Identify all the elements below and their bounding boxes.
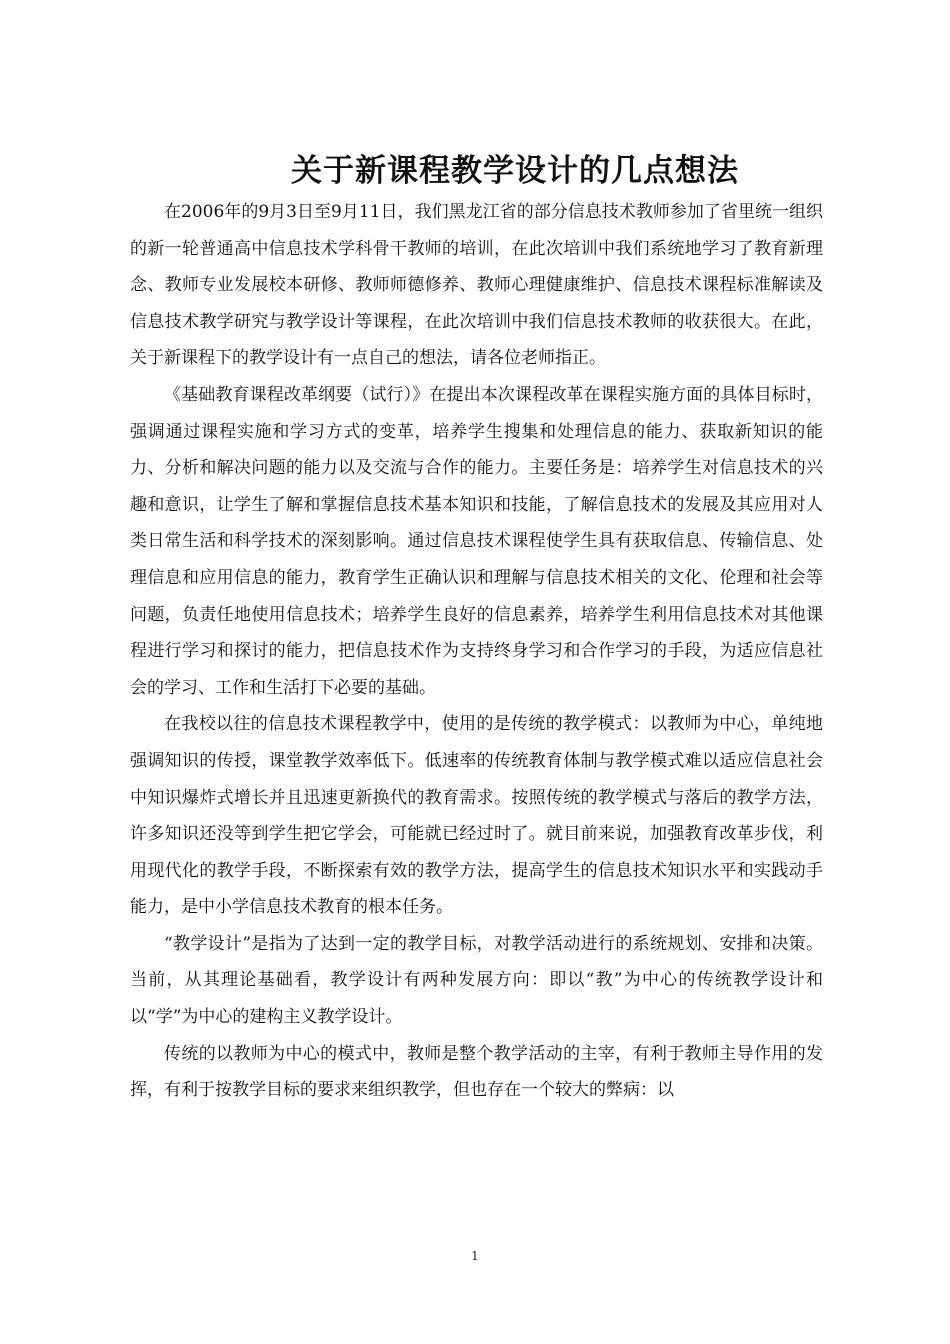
- paragraph-teacher-centered: 传统的以教师为中心的模式中，教师是整个教学活动的主宰，有利于教师主导作用的发挥，有利于按教学目标的要求来组织教学，但也存在一个较大的弊病：以: [130, 1043, 823, 1101]
- paragraph-traditional-teaching: 在我校以往的信息技术课程教学中，使用的是传统的教学模式：以教师为中心，单纯地强调知识的传授，课堂教学效率低下。低速率的传统教育体制与教学模式难以适应信息社会中知识爆炸式增长并且迅速更新换代的教育需求。按照传统的教学模式与落后的教学方法，许多知识还没等到学生把它学会，可能就已经过时了。就目前来说，加强教育改革步伐，利用现代化的教学手段，不断探索有效的教学方法，提高学生的信息技术知识水平和实践动手能力，是中小学信息技术教育的根本任务。: [130, 714, 823, 918]
- paragraph-intro: 在2006年的9月3日至9月11日，我们黑龙江省的部分信息技术教师参加了省里统一组织的新一轮普通高中信息技术学科骨干教师的培训，在此次培训中我们系统地学习了教育新理念、教师专业发展校本研修、教师师德修养、教师心理健康维护、信息技术课程标准解读及信息技术教学研究与教学设计等课程，在此次培训中我们信息技术教师的收获很大。在此，关于新课程下的教学设计有一点自己的想法，请各位老师指正。: [130, 202, 823, 369]
- paragraph-curriculum-goals: 《基础教育课程改革纲要（试行）》在提出本次课程改革在课程实施方面的具体目标时，强调通过课程实施和学习方式的变革，培养学生搜集和处理信息的能力、获取新知识的能力、分析和解决问题的能力以及交流与合作的能力。主要任务是：培养学生对信息技术的兴趣和意识，让学生了解和掌握信息技术基本知识和技能，了解信息技术的发展及其应用对人类日常生活和科学技术的深刻影响。通过信息技术课程使学生具有获取信息、传输信息、处理信息和应用信息的能力，教育学生正确认识和理解与信息技术相关的文化、伦理和社会等问题，负责任地使用信息技术；培养学生良好的信息素养，培养学生利用信息技术对其他课程进行学习和探讨的能力，把信息技术作为支持终身学习和合作学习的手段，为适应信息社会的学习、工作和生活打下必要的基础。: [130, 384, 823, 698]
- page-number: 1: [471, 1249, 479, 1263]
- document-body: [130, 194, 823, 1109]
- document-title: 关于新课程教学设计的几点想法: [291, 152, 739, 189]
- paragraph-instructional-design: “教学设计”是指为了达到一定的教学目标，对教学活动进行的系统规划、安排和决策。当前，从其理论基础看，教学设计有两种发展方向：即以“教”为中心的传统教学设计和以“学”为中心的建构主义教学设计。: [130, 933, 823, 1028]
